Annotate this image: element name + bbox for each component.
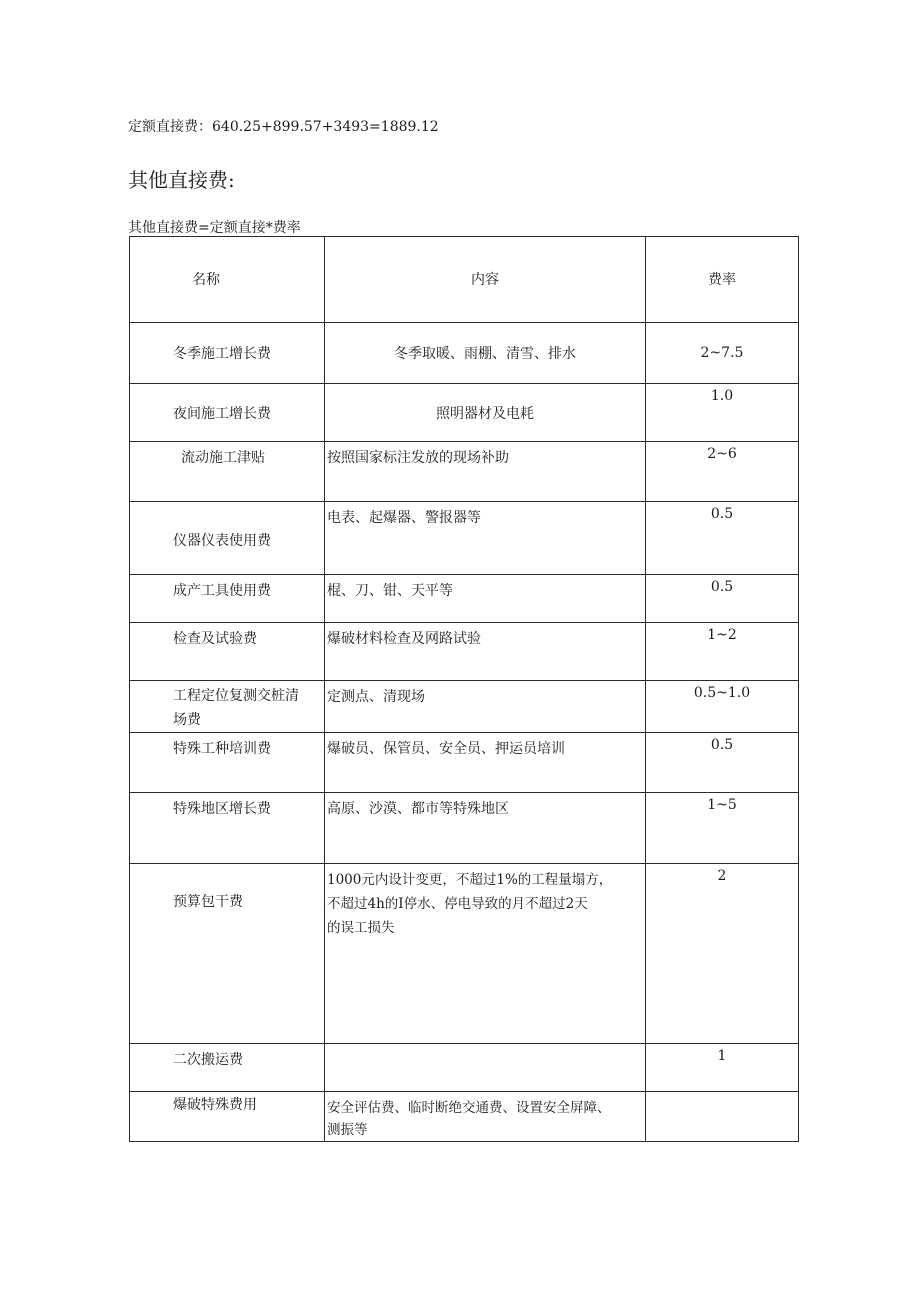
row-name: 特殊地区增长费 xyxy=(173,801,271,817)
header-content xyxy=(325,237,646,323)
table-row xyxy=(130,1092,799,1142)
table-row xyxy=(130,793,799,864)
row-rate xyxy=(646,1092,798,1096)
header-name xyxy=(130,237,325,323)
row-name: 仪器仪表使用费 xyxy=(173,533,271,549)
row-content-line: 1000元内设计变更，不超过1%的工程量塌方， xyxy=(327,872,613,888)
table-row xyxy=(130,323,799,384)
row-content-line: 的误工损失 xyxy=(327,920,395,936)
row-rate: 2~7.5 xyxy=(700,345,744,361)
row-content: 爆破材料检查及网路试验 xyxy=(327,631,481,647)
row-name: 预算包干费 xyxy=(173,894,243,910)
row-name: 爆破特殊费用 xyxy=(173,1097,257,1113)
row-rate: 1~2 xyxy=(707,627,737,643)
row-content: 高原、沙漠、都市等特殊地区 xyxy=(327,801,509,817)
row-content: 爆破员、保管员、安全员、押运员培训 xyxy=(327,741,565,757)
row-rate: 2 xyxy=(717,868,727,884)
header-content-label: 内容 xyxy=(471,272,499,288)
row-name: 成产工具使用费 xyxy=(173,583,271,599)
row-name: 冬季施工增长费 xyxy=(173,346,271,362)
row-content-line: 安全评估费、临时断绝交通费、设置安全屏障、 xyxy=(327,1100,611,1116)
row-rate: 2~6 xyxy=(707,446,737,462)
row-name-line: 场费 xyxy=(173,712,201,728)
row-name: 检查及试验费 xyxy=(173,631,257,647)
section-title: 其他直接费: xyxy=(128,168,235,192)
fee-rate-table xyxy=(129,236,799,1142)
table-row xyxy=(130,384,799,442)
table-row xyxy=(130,864,799,1044)
header-rate xyxy=(646,237,799,323)
table-row xyxy=(130,681,799,733)
row-content xyxy=(325,1092,645,1141)
row-content xyxy=(325,1044,645,1048)
row-rate: 0.5 xyxy=(710,506,734,522)
row-content: 棍、刀、钳、天平等 xyxy=(327,583,453,599)
row-rate: 0.5~1.0 xyxy=(693,685,751,701)
row-name xyxy=(130,681,324,732)
row-content: 照明器材及电耗 xyxy=(436,405,534,422)
table-row xyxy=(130,442,799,502)
row-content: 定测点、清现场 xyxy=(327,689,425,705)
quota-direct-cost-line: 定额直接费：640.25+899.57+3493=1889.12 xyxy=(128,119,439,135)
row-name: 二次搬运费 xyxy=(173,1052,243,1068)
table-row xyxy=(130,733,799,793)
row-name: 夜间施工增长费 xyxy=(173,405,271,422)
row-rate: 1.0 xyxy=(710,388,734,404)
table-header-row xyxy=(130,237,799,323)
header-name-label: 名称 xyxy=(192,272,220,288)
row-rate: 0.5 xyxy=(710,579,734,595)
table-row xyxy=(130,623,799,681)
table-row xyxy=(130,575,799,623)
row-name: 特殊工种培训费 xyxy=(173,741,271,757)
row-content xyxy=(325,864,645,940)
table-row xyxy=(130,502,799,575)
row-content: 按照国家标注发放的现场补助 xyxy=(327,450,509,466)
row-content: 电表、起爆器、警报器等 xyxy=(327,510,481,526)
row-content: 冬季取暖、雨棚、清雪、排水 xyxy=(394,346,576,362)
row-name-line: 工程定位复测交桩清 xyxy=(173,688,299,704)
table-row xyxy=(130,1044,799,1092)
row-content-line: 不超过4h的Ⅰ停水、停电导致的月不超过2天 xyxy=(327,896,588,912)
row-content-line: 测振等 xyxy=(327,1122,368,1138)
row-rate: 1~5 xyxy=(707,797,737,813)
row-name: 流动施工津贴 xyxy=(181,450,265,466)
row-rate: 0.5 xyxy=(710,737,734,753)
formula-caption: 其他直接费=定额直接*费率 xyxy=(128,220,301,236)
row-rate: 1 xyxy=(717,1048,727,1064)
header-rate-label: 费率 xyxy=(708,272,736,288)
